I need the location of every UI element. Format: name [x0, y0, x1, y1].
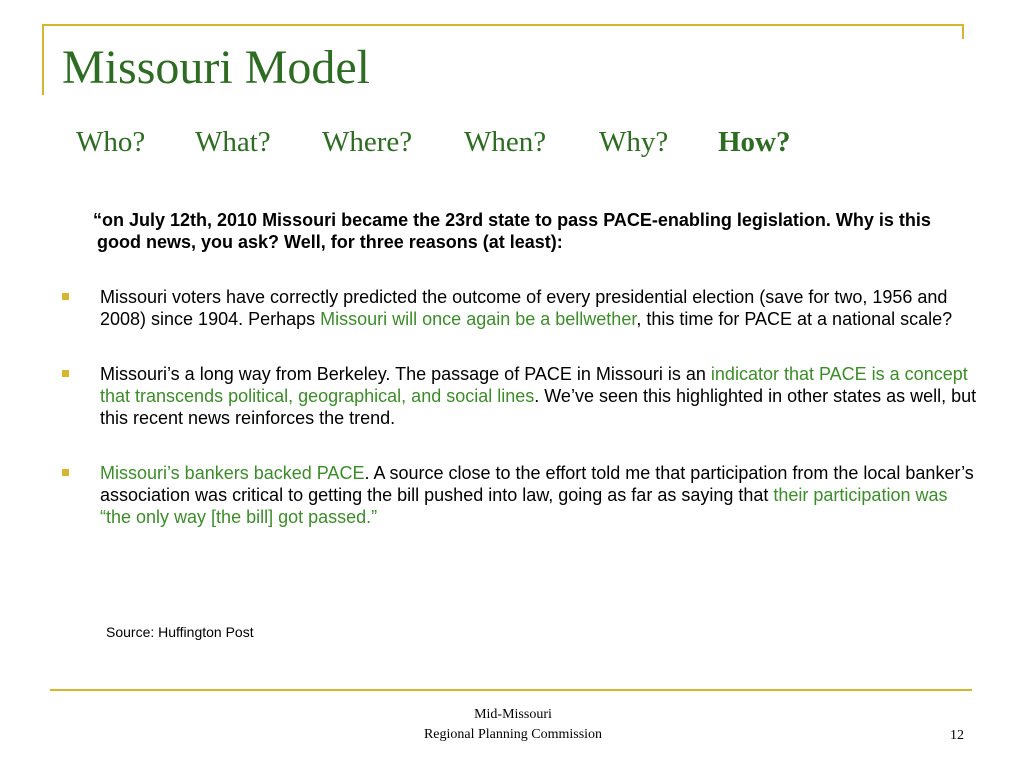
- highlighted-text: their participation was “the only way [the bill] got passed.”: [100, 485, 948, 527]
- bullet-item-bankers: [60, 462, 980, 528]
- footer-org-line1: Mid-Missouri: [474, 707, 552, 722]
- bullet-text: Missouri voters have correctly predicted the outcome of every presidential election (save for two, 1956 and 2008) since 1904. Perhaps: [100, 287, 948, 329]
- highlighted-text: indicator that PACE is a concept that transcends political, geographical, and social lines: [100, 364, 968, 406]
- question-where: Where?: [322, 126, 413, 158]
- bullet-item-bellwether: [60, 286, 980, 330]
- question-when: When?: [464, 126, 547, 158]
- question-why: Why?: [599, 126, 669, 158]
- bullet-item-berkeley: [60, 363, 980, 429]
- page-number: 12: [950, 728, 964, 743]
- frame-left-rule: [42, 24, 44, 95]
- slide-title: Missouri Model: [62, 41, 371, 94]
- question-who: Who?: [76, 126, 146, 158]
- square-bullet-icon: [62, 469, 69, 476]
- frame-right-rule: [962, 24, 964, 39]
- footer-rule: [50, 689, 972, 691]
- square-bullet-icon: [62, 293, 69, 300]
- footer-org-line2: Regional Planning Commission: [423, 727, 603, 742]
- bullet-text: . We’ve seen this highlighted in other states as well, but this recent news reinforces the trend.: [100, 386, 977, 428]
- bullet-text: . A source close to the effort told me that participation from the local banker’s association was critical to getting the bill pushed into law, going as far as saying that: [100, 463, 974, 505]
- square-bullet-icon: [62, 370, 69, 377]
- bullet-list: [60, 286, 980, 561]
- intro-quote: “on July 12th, 2010 Missouri became the 23rd state to pass PACE-enabling legislation. Why is this good news, you ask? Well, for three reasons (at least):: [93, 210, 931, 252]
- frame-top-rule: [42, 24, 964, 26]
- bullet-text: , this time for PACE at a national scale?: [636, 309, 953, 329]
- bullet-text: Missouri’s a long way from Berkeley. The passage of PACE in Missouri is an: [100, 364, 711, 384]
- highlighted-text: Missouri’s bankers backed PACE: [100, 463, 365, 483]
- question-how: How?: [718, 126, 791, 158]
- source-citation: Source: Huffington Post: [106, 624, 254, 640]
- question-what: What?: [195, 126, 271, 158]
- footer-organization: [370, 705, 656, 745]
- highlighted-text: Missouri will once again be a bellwether: [320, 309, 637, 329]
